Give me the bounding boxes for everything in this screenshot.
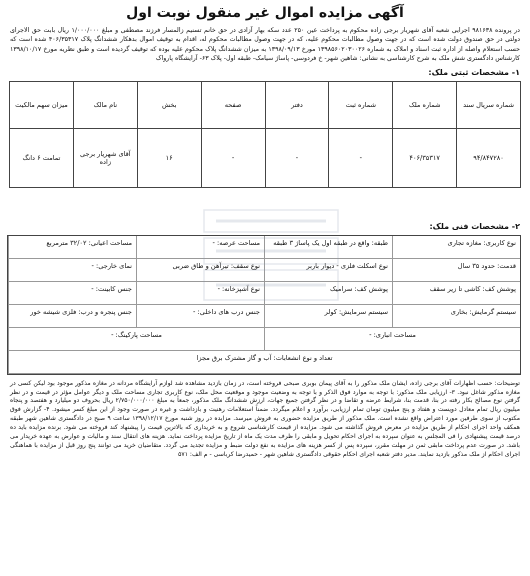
section-gap (6, 188, 524, 218)
table-cell: ۴۰۶/۳۵۳۱۷ (393, 128, 457, 187)
table-cell: تمامت ۶ دانگ (10, 128, 74, 187)
table-cell: - (201, 128, 265, 187)
technical-specs-grid (7, 235, 521, 375)
spec-cell: پوشش کف: سرامیک (264, 282, 392, 305)
spec-cell: تعداد و نوع انشعابات: آب و گاز مشترک برق مجزا (8, 351, 520, 374)
table-cell: آقای شهریار برجی زاده (73, 128, 137, 187)
spec-cell: نوع آشپزخانه: - (136, 282, 264, 305)
notice-title: آگهی مزایده اموال غیر منقول نوبت اول (126, 5, 404, 21)
table-cell: - (329, 128, 393, 187)
table-header: شماره سریال سند (457, 81, 521, 128)
table-header: شماره ثبت (329, 81, 393, 128)
spec-cell: جنس پنجره و درب: فلزی شیشه خور (8, 305, 136, 328)
table-header: صفحه (201, 81, 265, 128)
table-header: بخش (137, 81, 201, 128)
spec-cell: نوع سقف: تیرآهن و طاق ضربی (136, 259, 264, 282)
spec-cell: مساحت عرصه: - (136, 236, 264, 259)
spec-cell: مساحت پارکینگ: - (8, 328, 264, 351)
spec-cell: جنس درب های داخلی: - (136, 305, 264, 328)
registration-section-title: ۱- مشخصات ثبتی ملک: (428, 67, 520, 77)
spec-cell: پوشش کف: کاشی تا زیر سقف (392, 282, 520, 305)
notice-intro: در پرونده ۹۸۱۶۳۸ اجرایی شعبه آقای شهریار برجی زاده محکوم به پرداخت عین ۲۵۰ عدد سکه بهار آزادی در حق خانم تسنیم زالمسار فرزند مصطفی و مبلغ ۱/۰۰۰/۰۰۰ ریال بابت حق الاجرای دولتی در حق صندوق دولت شده است که در جهت وصول مطالبات محکوم علیه، که در جهت وصول مطالبات محکوم له، اقدام به توقیف اموال بدهکار ششدانگ پلاک ۴۰۶/۳۵۳۱۷ شده است که حسب استعلام واصله از اداره ثبت اسناد و املاک به شماره ۱۳۹۸۵۶۰۲۰۳۰۰۲۶ مورخ ۱۳۹۸/۰۹/۱۳ به میزان ششدانگ پلاک محکوم علیه بوده که توقیف گردیده است و طبق نظریه مورخ ۱۳۹۸/۱۰/۱۷ کارشناس دادگستری شش ملک به شرح کارشناسی به نشانی: شاهین شهر- خ فردوسی- پاساژ سیامک- طبقه اول- پلاک ۶۳- آرایشگاه پارواک (10, 27, 520, 63)
spec-cell: جنس کابینت: - (8, 282, 136, 305)
auction-notice (6, 4, 524, 572)
spec-cell: سیستم سرمایش: کولر (264, 305, 392, 328)
spec-cell: مساحت انباری: - (264, 328, 520, 351)
spec-cell: مساحت اعیانی: ۳۲/۰۲ مترمربع (8, 236, 136, 259)
technical-section-title: ۲- مشخصات فنی ملک: (429, 221, 520, 231)
table-header: نام مالک (73, 81, 137, 128)
table-row (10, 128, 521, 187)
spec-cell: نوع کاربری: مغازه تجاری (392, 236, 520, 259)
table-cell: ۹۴/۸۴۷۲۸۰ (457, 128, 521, 187)
spec-cell: نمای خارجی: - (8, 259, 136, 282)
table-header: دفتر (265, 81, 329, 128)
spec-cell: طبقه: واقع در طبقه اول یک پاساژ ۳ طبقه (264, 236, 392, 259)
notice-notes: توضیحات: حسب اظهارات آقای برجی زاده، ایشان ملک مذکور را به آقای پیمان بوبری صبحی فروخته است، در زمان بازدید مشاهده شد لوازم آرایشگاه مردانه در مغازه مذکور موجود بود لیکن کسی در مغازه مذکور شاغل نبود. ۳- ارزیابی ملک مذکور: با توجه به موارد فوق الذکر و با توجه به وضعیت موجود و موقعیت محل ملک، نوع کاربری تجاری مساحت ملک و دیگر عوامل مؤثر در قیمت و در نظر گرفتن نوع مصالح بکار رفته در بنا، قدمت بنا، شرایط عرضه و تقاضا و در نظر گرفتن جمیع جهات، ارزش ششدانگ ملک مذکور، جمعاً به مبلغ ۲/۷۵۰/۰۰۰/۰۰۰ ریال بحروف دو میلیارد و هفتصد و پنجاه میلیون ریال تمام معادل دویست و هفتاد و پنج میلیون تومان تمام ارزیابی، برآورد و اعلام میگردد. ضمناً استعلامات رهنیت و بازداشت و غیره در صورت وجود از این مبلغ کسر میشود. ۴- گزارش فوق مکتوب از سوی طرفین مورد اعتراض واقع نشده است. ملک مذکور از طریق مزایده حضوری به فروش میرسد. مزایده در روز شنبه مورخ ۱۳۹۸/۱۲/۱۷ ساعت ۹ صبح در دادگستری شاهین شهر طبقه همکف واحد اجرای احکام از طریق مزایده در معرض فروش گذاشته می شود. مزایده از قیمت کارشناسی شروع و به خریداری که بالاترین قیمت را پیشنهاد کند فروخته می شود. برنده مزایده باید ده درصد قیمت پیشنهادی را فی المجلس به عنوان سپرده به اجرای احکام تحویل و مابقی را ظرف مدت یک ماه از تاریخ مزایده پرداخت نماید. هزینه های انتقال سند و مالیات و عوارض به عهده خریدار می باشد. در صورت عدم پرداخت مابقی ثمن در مهلت مقرر، سپرده پس از کسر هزینه های مزایده به نفع دولت ضبط و مزایده تجدید می گردد. متقاضیان خرید می توانند پنج روز قبل از مزایده با هماهنگی اجرای احکام از ملک مذکور بازدید نمایند. مدیر دفتر شعبه اجرای احکام حقوقی دادگستری شاهین شهر - حمیدرضا کرباسی - م الف: ۵۷۱ (10, 379, 521, 458)
table-cell: - (265, 128, 329, 187)
spec-cell: قدمت: حدود ۳۵ سال (392, 259, 520, 282)
table-header: میزان سهم مالکیت (10, 81, 74, 128)
table-header: شماره ملک (393, 81, 457, 128)
spec-cell: سیستم گرمایش: بخاری (392, 305, 520, 328)
spec-cell: نوع اسکلت فلزی - دیوار باربر (264, 259, 392, 282)
registration-table (9, 81, 521, 188)
table-cell: ۱۶ (137, 128, 201, 187)
table-header-row (10, 81, 521, 128)
